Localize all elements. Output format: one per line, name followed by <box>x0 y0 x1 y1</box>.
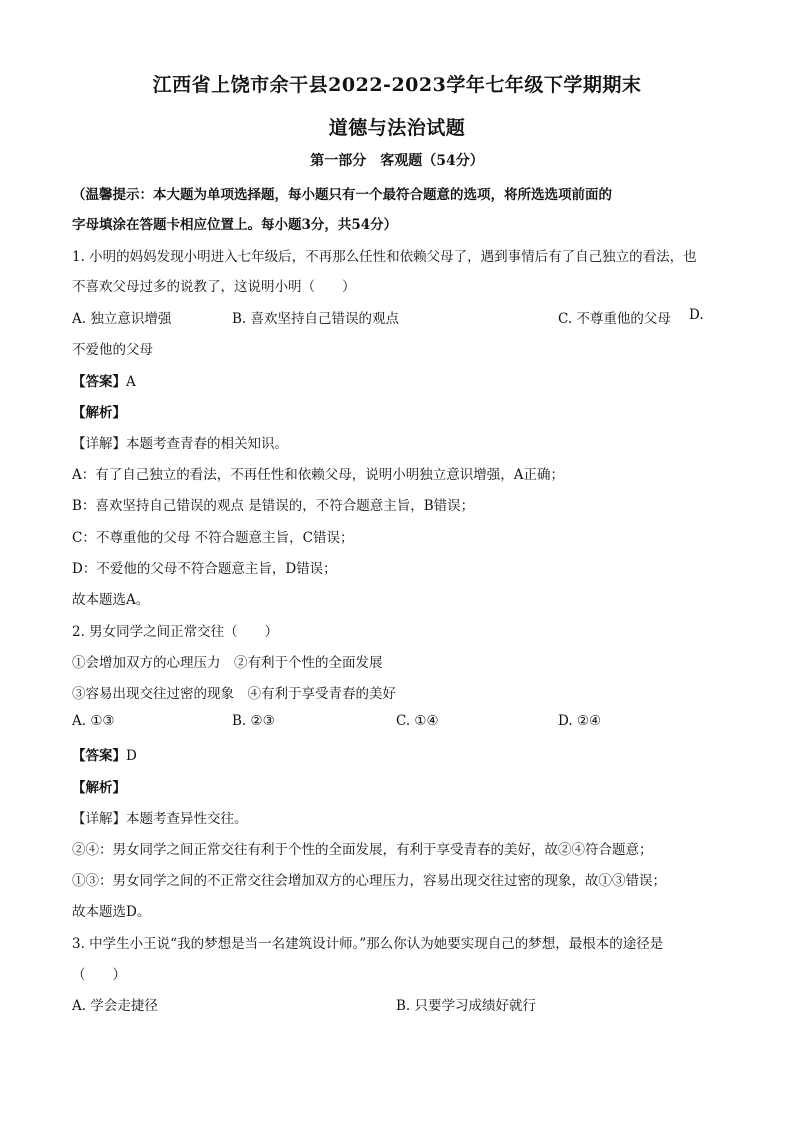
question-1-stem: 1. 小明的妈妈发现小明进入七年级后，不再那么任性和依赖父母了，遇到事情后有了自己独立的看法，也 <box>72 249 697 265</box>
instructions-line1: （温馨提示：本大题为单项选择题，每小题只有一个最符合题意的选项，将所选选项前面的 <box>72 187 612 203</box>
question-1-option-a: A. 独立意识增强 <box>72 311 172 327</box>
question-2-option-a: A. ①③ <box>72 713 115 729</box>
instructions-line2: 字母填涂在答题卡相应位置上。每小题3分，共54分） <box>72 217 398 233</box>
question-3-option-a: A. 学会走捷径 <box>72 998 158 1014</box>
question-1-analysis-label: 【解析】 <box>72 405 126 421</box>
question-2-answer <box>72 744 137 764</box>
question-2-items-1: ①会增加双方的心理压力 ②有利于个性的全面发展 <box>72 655 383 671</box>
exam-title-line1: 江西省上饶市余干县2022-2023学年七年级下学期期末 <box>152 74 642 96</box>
question-1-option-c: C. 不尊重他的父母 <box>558 311 671 327</box>
question-1-answer <box>72 370 136 390</box>
answer-label: 【答案】 <box>72 374 126 390</box>
exam-title-line2: 道德与法治试题 <box>328 117 466 139</box>
question-3-stem: 3. 中学生小王说“我的梦想是当一名建筑设计师。”那么你认为她要实现自己的梦想，最根本的途径是 <box>72 936 664 952</box>
question-2-detail-1: ②④：男女同学之间正常交往有利于个性的全面发展，有利于享受青春的美好，故②④符合题意； <box>72 842 653 858</box>
question-2-option-b: B. ②③ <box>232 713 275 729</box>
question-2-option-d: D. ②④ <box>558 713 602 729</box>
question-1-detail-0: 【详解】本题考查青春的相关知识。 <box>72 436 288 452</box>
question-2-detail-2: ①③：男女同学之间的不正常交往会增加双方的心理压力，容易出现交往过密的现象，故①③错误； <box>72 873 666 889</box>
section-title: 第一部分 客观题（54分） <box>310 153 484 169</box>
answer-value: D <box>126 748 137 764</box>
question-2-option-c: C. ①④ <box>396 713 439 729</box>
answer-value: A <box>126 374 136 390</box>
question-1-detail-2: B：喜欢坚持自己错误的观点 是错误的，不符合题意主旨，B错误； <box>72 498 475 514</box>
question-1-detail-1: A：有了自己独立的看法，不再任性和依赖父母，说明小明独立意识增强，A正确； <box>72 467 564 483</box>
question-1-stem-cont: 不喜欢父母过多的说教了，这说明小明（ ） <box>72 279 356 295</box>
question-1-option-d-text: 不爱他的父母 <box>72 342 153 358</box>
question-1-option-b: B. 喜欢坚持自己错误的观点 <box>232 311 400 327</box>
question-1-detail-3: C：不尊重他的父母 不符合题意主旨，C错误； <box>72 530 354 546</box>
question-2-detail-3: 故本题选D。 <box>72 904 151 920</box>
question-2-stem: 2. 男女同学之间正常交往（ ） <box>72 624 279 640</box>
question-2-analysis-label: 【解析】 <box>72 780 126 796</box>
question-1-detail-5: 故本题选A。 <box>72 592 150 608</box>
question-2-detail-0: 【详解】本题考查异性交往。 <box>72 811 248 827</box>
answer-label: 【答案】 <box>72 748 126 764</box>
question-2-items-2: ③容易出现交往过密的现象 ④有利于享受青春的美好 <box>72 686 396 702</box>
question-3-stem-cont: （ ） <box>72 967 126 983</box>
question-1-option-d: D. <box>689 307 704 323</box>
question-3-option-b: B. 只要学习成绩好就行 <box>396 998 537 1014</box>
question-1-detail-4: D：不爱他的父母不符合题意主旨，D错误； <box>72 561 337 577</box>
